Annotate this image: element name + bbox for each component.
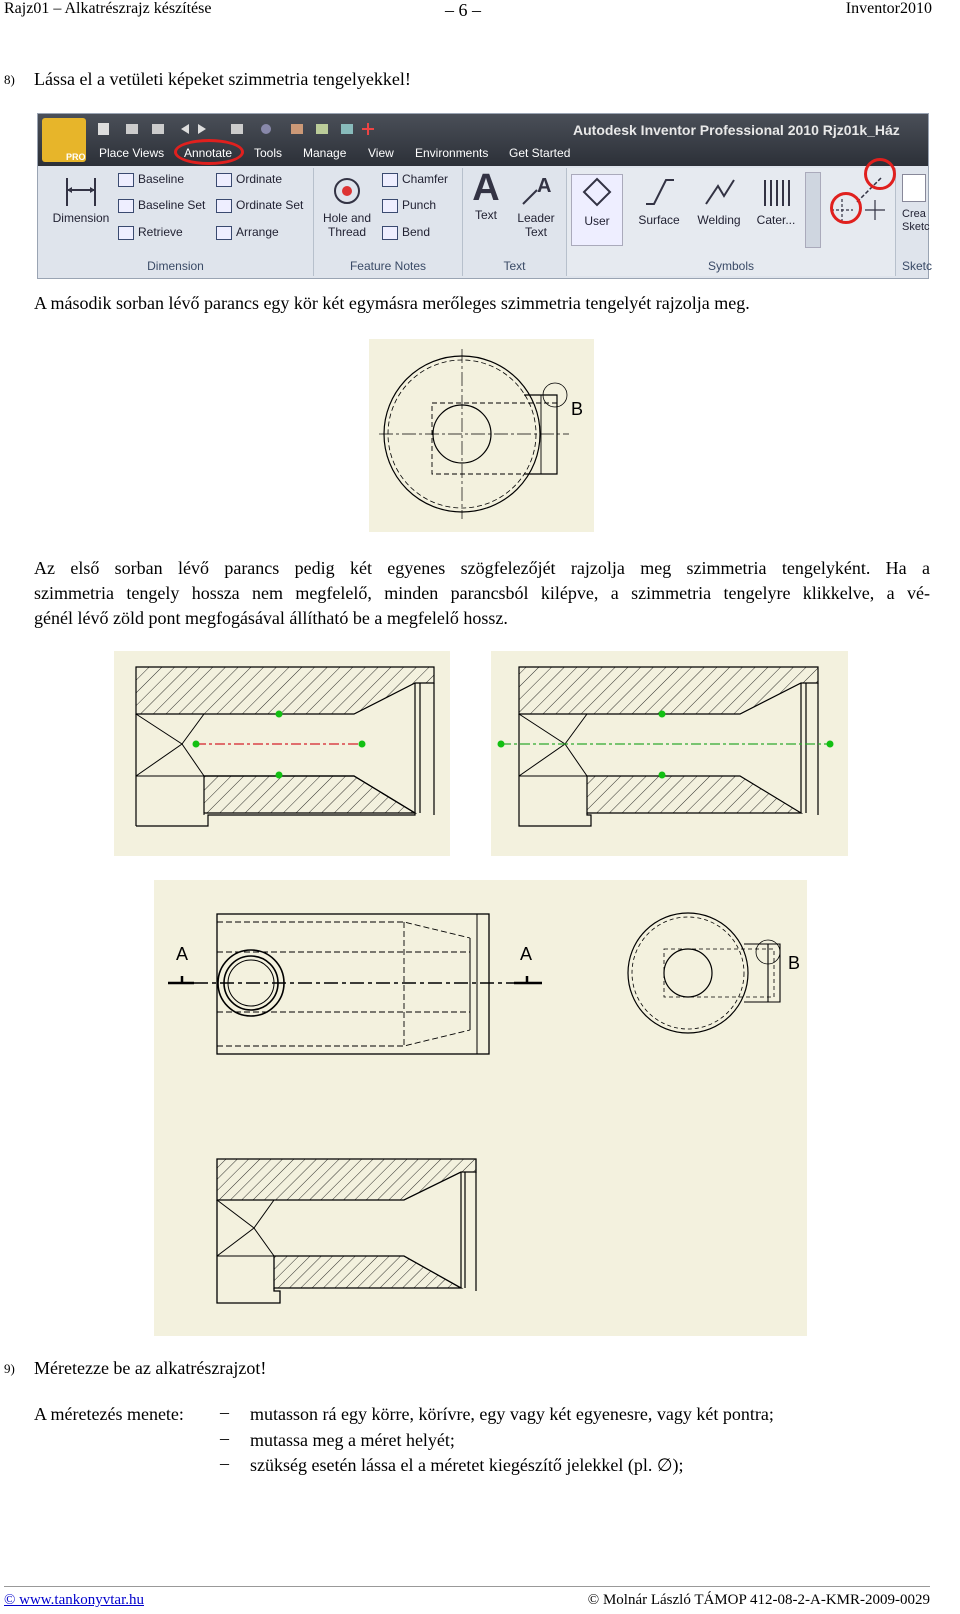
user-symbol-button[interactable]: User [571,174,623,246]
group-feature-notes [314,168,463,276]
tab-annotate[interactable]: Annotate [184,146,233,160]
user-symbol-icon [580,175,614,211]
bullet-dash: – [220,1402,229,1422]
bend-icon [382,226,398,240]
punch-icon [382,199,398,213]
header-left: Rajz01 – Alkatrészrajz készítése [4,0,212,17]
detail-label-b: B [788,953,801,973]
pro-badge: PRO [66,152,86,162]
leader-text-button[interactable]: A Leader Text [517,175,555,239]
ordinate-button[interactable]: Ordinate [216,172,282,187]
create-sketch-icon[interactable] [902,174,926,202]
create-sketch-label: Crea Sketc [902,208,930,233]
arrange-button[interactable]: Arrange [216,225,279,240]
footer-link[interactable]: © www.tankonyvtar.hu [4,1592,144,1608]
quick-access-toolbar[interactable] [96,122,396,136]
page-number: – 6 – [445,0,481,20]
footer-rule [4,1586,930,1587]
surface-icon [642,174,676,210]
chamfer-button[interactable]: Chamfer [382,172,448,187]
group-symbols [567,168,896,276]
step-text: Méretezze be az alkatrészrajzot! [34,1358,267,1378]
welding-icon [702,174,736,210]
surface-button[interactable]: Surface [631,174,687,227]
annotate-highlight-circle [174,139,244,165]
ordinate-set-button[interactable]: Ordinate Set [216,198,303,213]
figure-section-red-centerline [114,651,450,856]
retrieve-icon [118,226,134,240]
symbols-gallery-scroll[interactable] [805,172,821,248]
group-label-sketch: Sketc [902,259,933,273]
step-text: Lássa el a vetületi képeket szimmetria tengelyekkel! [34,69,411,89]
baseline-set-button[interactable]: Baseline Set [118,198,205,213]
group-label-dimension: Dimension [147,259,204,273]
figure-side-view [369,339,594,532]
figure-full-drawing [154,880,807,1336]
hole-thread-icon [330,174,364,208]
group-dimension [38,168,314,276]
bullet-dash: – [220,1453,229,1473]
baseline-set-icon [118,199,134,213]
welding-button[interactable]: Welding [691,174,747,227]
tab-environments[interactable]: Environments [415,146,489,160]
group-sketch [896,168,933,276]
svg-text:A: A [537,175,552,197]
dimensioning-lead: A méretezés menete: [34,1404,184,1424]
hole-thread-button[interactable]: Hole and Thread [318,174,376,239]
tab-get-started[interactable]: Get Started [509,146,571,160]
center-mark-highlight [830,192,862,224]
text-a-icon: A [472,167,500,209]
window-title: Autodesk Inventor Professional 2010 Rjz01k_Ház [573,122,900,138]
paragraph-bisector-line1: Az első sorban lévő parancs pedig két egyenes szögfelezőjét rajzolja meg szimmetria tengelyként. Ha a [34,558,930,578]
step-number: 9) [4,1361,15,1376]
figure-section-green-centerline [491,651,848,856]
group-text [463,168,567,276]
bullet-dash: – [220,1428,229,1448]
group-label-symbols: Symbols [707,259,754,273]
bisector-highlight [864,158,896,190]
section-label-a-right: A [520,944,533,964]
ordinate-icon [216,173,232,187]
section-label-a-left: A [176,944,189,964]
tab-manage[interactable]: Manage [303,146,347,160]
dimension-icon [61,174,101,208]
paragraph-center-mark: A második sorban lévő parancs egy kör két egymásra merőleges szimmetria tengelyét rajzolja meg. [34,293,750,313]
text-button[interactable]: A Text [465,168,507,222]
side-view-drawing [369,339,594,532]
full-drawing-svg [154,880,807,1336]
chamfer-icon [382,173,398,187]
section-drawing-green [491,651,848,856]
paragraph-bisector-line3: génél lévő zöld pont megfogásával állítható be a megfelelő hossz. [34,608,508,628]
cater-button[interactable]: Cater... [751,174,801,227]
bend-button[interactable]: Bend [382,225,430,240]
footer-copyright: © Molnár László TÁMOP 412-08-2-A-KMR-2009-0029 [587,1592,930,1608]
baseline-button[interactable]: Baseline [118,172,184,187]
arrange-icon [216,226,232,240]
header-right: Inventor2010 [845,0,932,17]
section-drawing-red [114,651,450,856]
punch-button[interactable]: Punch [382,198,436,213]
retrieve-button[interactable]: Retrieve [118,225,183,240]
group-label-feature-notes: Feature Notes [349,259,427,273]
dimension-button[interactable]: Dimension [46,174,116,225]
group-label-text: Text [503,259,526,273]
dimensioning-step-1: mutasson rá egy körre, körívre, egy vagy két egyenesre, vagy két pontra; [250,1404,774,1424]
tab-view[interactable]: View [368,146,394,160]
tab-place-views[interactable]: Place Views [99,146,165,160]
dimensioning-step-2: mutassa meg a méret helyét; [250,1430,455,1450]
paragraph-bisector-line2: szimmetria tengely hossza nem megfelelő, minden parancsból kilépve, a szimmetria tengelyre klikkelve, a vé- [34,583,930,603]
tab-tools[interactable]: Tools [254,146,283,160]
step-number: 8) [4,72,15,87]
caterpillar-icon [759,174,793,210]
detail-label-b: B [571,399,584,419]
ribbon-tabs [38,144,928,166]
leader-text-icon [519,174,553,208]
ordinate-set-icon [216,199,232,213]
inventor-ribbon [37,113,933,279]
dimensioning-step-3: szükség esetén lássa el a méretet kiegészítő jelekkel (pl. ∅); [250,1455,684,1475]
baseline-icon [118,173,134,187]
